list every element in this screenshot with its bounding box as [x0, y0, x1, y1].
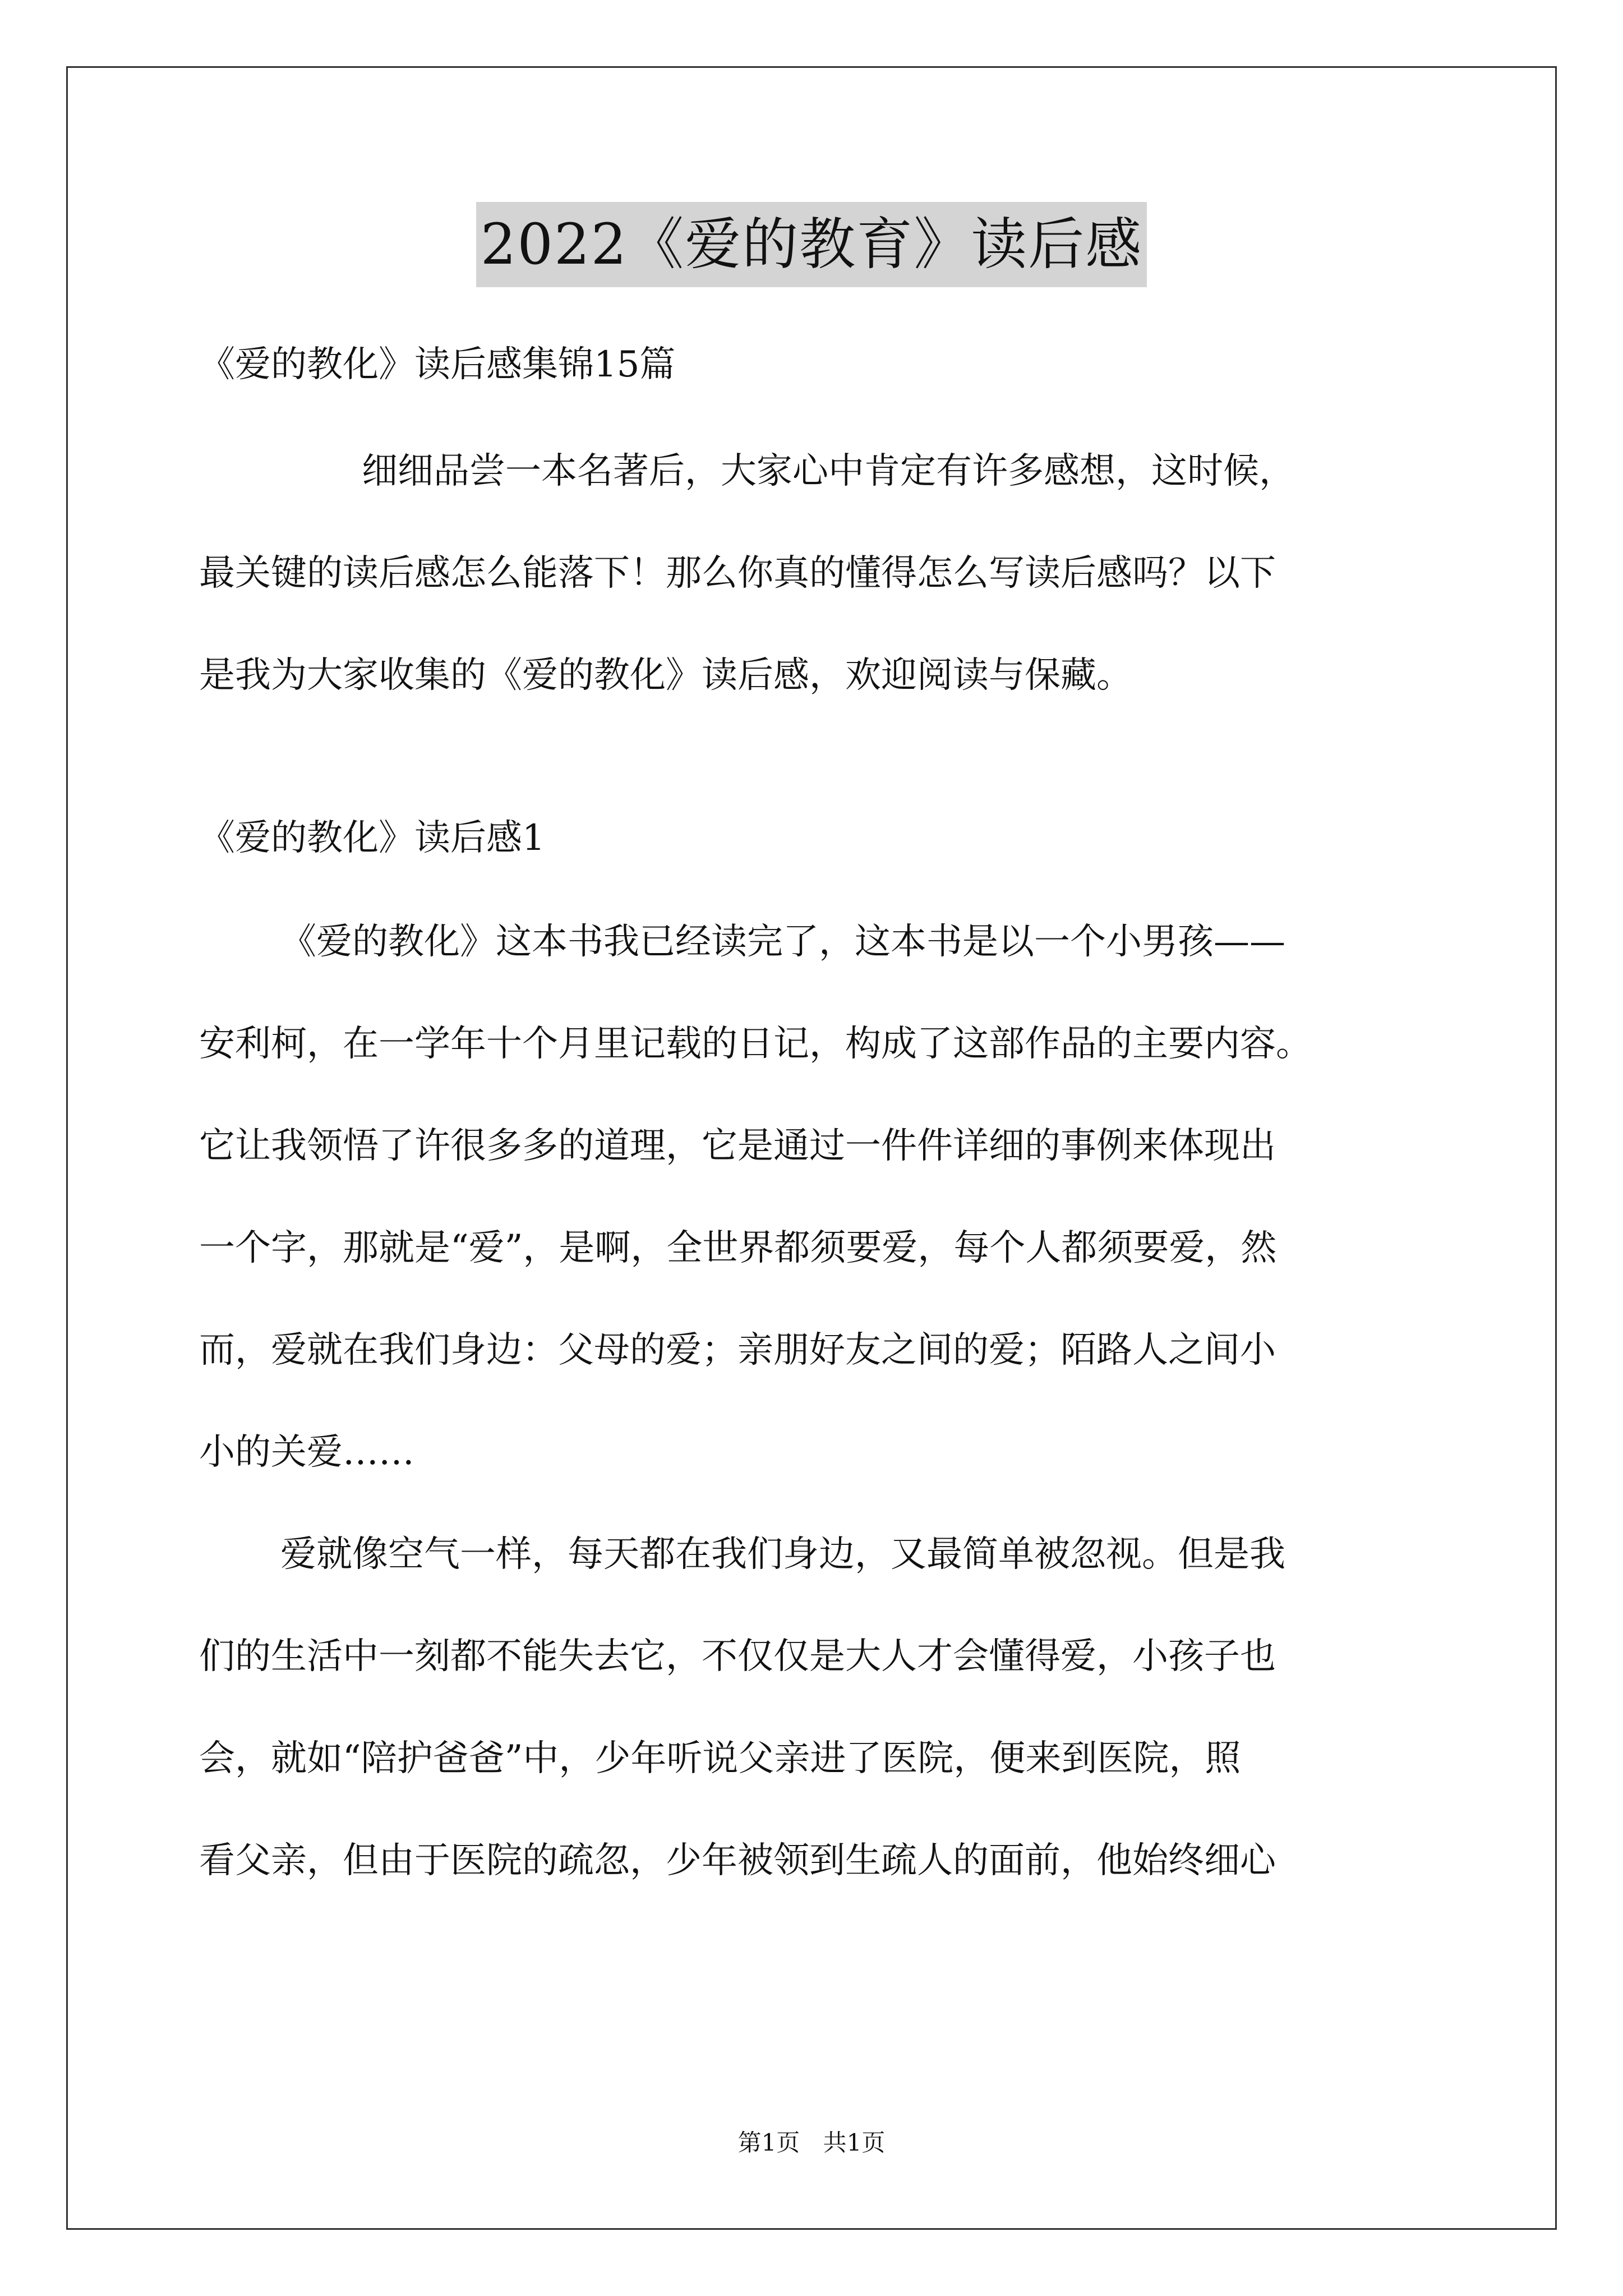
- intro-line: 细细品尝一本名著后，大家心中肯定有许多感想，这时候，: [362, 450, 1295, 492]
- paragraph-2: [199, 1526, 1444, 1889]
- intro-paragraph: [199, 443, 1444, 703]
- paragraph-line: 一个字，那就是“爱”，是啊，全世界都须要爱，每个人都须要爱，然: [199, 1227, 1277, 1269]
- paragraph-line: 看父亲，但由于医院的疏忽，少年被领到生疏人的面前，他始终细心: [199, 1840, 1276, 1881]
- paragraph-line: 而，爱就在我们身边：父母的爱；亲朋好友之间的爱；陌路人之间小: [199, 1329, 1276, 1371]
- paragraph-line: 爱就像空气一样，每天都在我们身边，又最简单被忽视。但是我: [280, 1534, 1285, 1575]
- intro-line: 最关键的读后感怎么能落下！那么你真的懂得怎么写读后感吗？以下: [199, 553, 1276, 594]
- intro-line: 是我为大家收集的《爱的教化》读后感，欢迎阅读与保藏。: [199, 655, 1132, 696]
- document-subtitle: 《爱的教化》读后感集锦15篇: [199, 344, 676, 385]
- title-container: [0, 202, 1623, 287]
- paragraph-line: 们的生活中一刻都不能失去它，不仅仅是大人才会懂得爱，小孩子也: [199, 1636, 1276, 1677]
- document-title: 2022《爱的教育》读后感: [476, 202, 1147, 287]
- document-body: [199, 337, 1444, 1889]
- page-total: 共1页: [823, 2129, 886, 2156]
- paragraph-line: 《爱的教化》这本书我已经读完了，这本书是以一个小男孩——: [280, 921, 1285, 963]
- paragraph-1: [199, 914, 1444, 1480]
- page-number: 第1页: [737, 2129, 800, 2156]
- paragraph-line: 它让我领悟了许很多多的道理，它是通过一件件详细的事例来体现出: [199, 1125, 1276, 1167]
- page-footer: [0, 2126, 1623, 2160]
- paragraph-line: 小的关爱……: [199, 1432, 414, 1473]
- paragraph-line: 安利柯，在一学年十个月里记载的日记，构成了这部作品的主要内容。: [199, 1023, 1312, 1065]
- paragraph-line: 会，就如“陪护爸爸”中，少年听说父亲进了医院，便来到医院，照: [199, 1738, 1241, 1779]
- section-heading: 《爱的教化》读后感1: [199, 817, 545, 859]
